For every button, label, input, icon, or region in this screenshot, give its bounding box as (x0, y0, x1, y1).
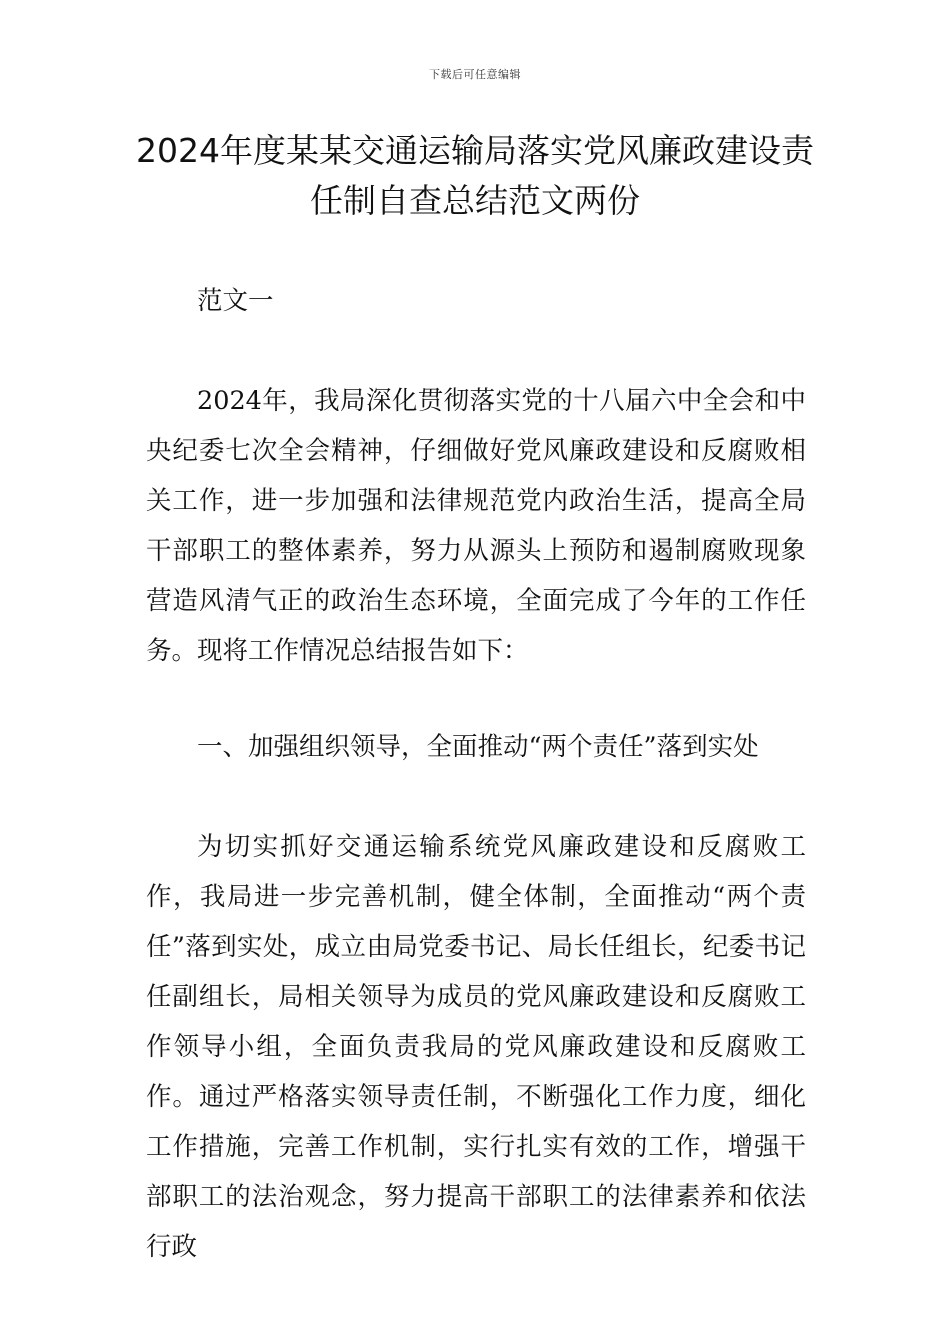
document-title: 2024年度某某交通运输局落实党风廉政建设责任制自查总结范文两份 (136, 131, 814, 220)
header-note: 下载后可任意编辑 (429, 68, 521, 81)
section-heading-1: 一、加强组织领导，全面推动“两个责任”落到实处 (197, 732, 759, 762)
section-label: 范文一 (197, 286, 274, 316)
paragraph-1: 2024年，我局深化贯彻落实党的十八届六中全会和中央纪委七次全会精神，仔细做好党风廉政建设和反腐败相关工作，进一步加强和法律规范党内政治生活，提高全局干部职工的整体素养，努力从源头上预防和遏制腐败现象营造风清气正的政治生态环境，全面完成了今年的工作任务。现将工作情况总结报告如下： (146, 386, 806, 666)
paragraph-2: 为切实抓好交通运输系统党风廉政建设和反腐败工作，我局进一步完善机制，健全体制，全面推动“两个责任”落到实处，成立由局党委书记、局长任组长，纪委书记任副组长，局相关领导为成员的党风廉政建设和反腐败工作领导小组，全面负责我局的党风廉政建设和反腐败工作。通过严格落实领导责任制，不断强化工作力度，细化工作措施，完善工作机制，实行扎实有效的工作，增强干部职工的法治观念，努力提高干部职工的法律素养和依法行政 (146, 832, 806, 1262)
